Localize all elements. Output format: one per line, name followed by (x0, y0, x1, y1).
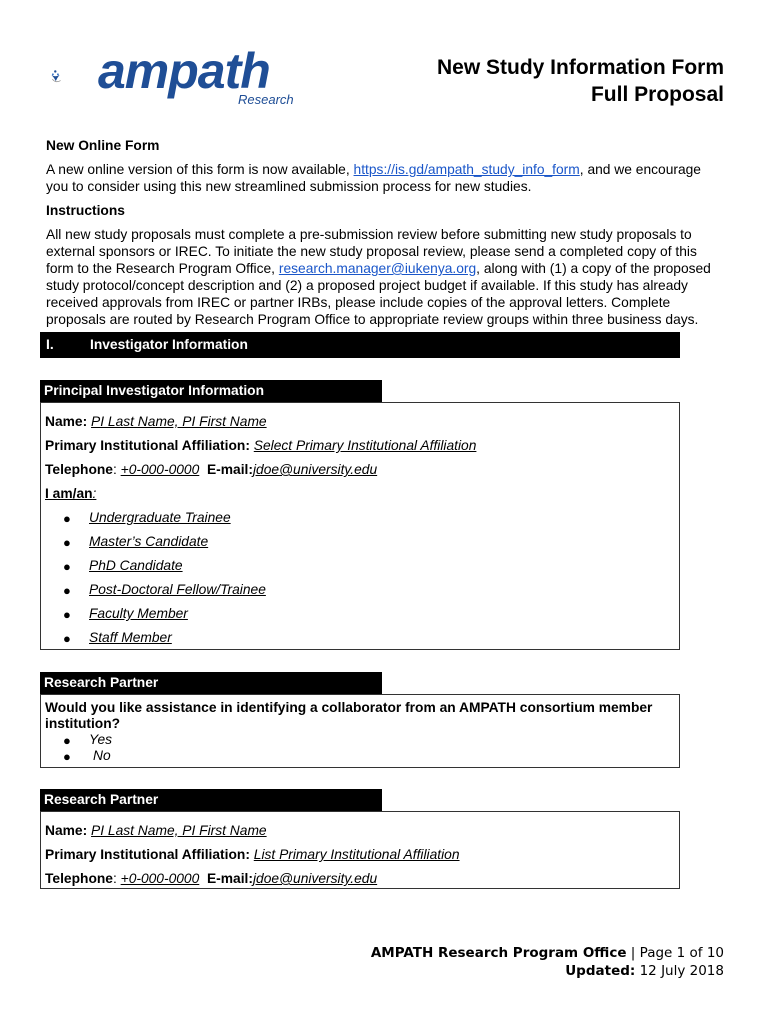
footer-updated-date: 12 July 2018 (639, 963, 724, 979)
role-option-undergraduate[interactable]: Undergraduate Trainee (89, 510, 231, 525)
partner-name-row (45, 823, 267, 838)
bullet-icon: ● (63, 583, 71, 598)
new-online-heading: New Online Form (46, 138, 160, 153)
footer-page-number: Page 1 of 10 (639, 945, 724, 961)
pi-section-header: Principal Investigator Information (40, 380, 382, 402)
partner-email-label: E-mail: (206, 871, 253, 886)
bullet-icon: ● (63, 559, 71, 574)
role-option-phd[interactable]: PhD Candidate (89, 558, 183, 573)
new-online-text-a: A new online version of this form is now available, (46, 162, 354, 177)
bullet-icon: ● (63, 607, 71, 622)
research-partner-header-1: Research Partner (40, 672, 382, 694)
role-option-staff[interactable]: Staff Member (89, 630, 172, 645)
bullet-icon: ● (63, 631, 71, 646)
partner-affiliation-field[interactable]: List Primary Institutional Affiliation (253, 847, 460, 862)
instructions-paragraph (46, 226, 726, 328)
footer-line-2 (371, 962, 724, 980)
research-partner-header-2: Research Partner (40, 789, 382, 811)
section-investigator-information (40, 332, 680, 358)
instructions-text-b: , along with (1) a copy of the proposed study protocol/concept description and (2) a proposed project budget if available. If this study has already received approvals from IREC or partner IRBs, please include copies of the approval letters. Complete proposals are routed by Research Program Office to appropriate review groups within three business days. (46, 261, 711, 327)
pi-affiliation-label: Primary Institutional Affiliation: (45, 438, 250, 453)
pi-email-label: E-mail: (206, 462, 253, 477)
option-no[interactable]: No (93, 748, 111, 763)
partner-affiliation-row (45, 847, 460, 862)
pi-phone-label: Telephone (45, 462, 113, 477)
partner-contact-row: Telephone: +0-000-0000 E-mail:jdoe@university.edu (45, 871, 378, 886)
section-title: Investigator Information (90, 337, 248, 352)
option-yes[interactable]: Yes (89, 732, 113, 747)
research-partner-box-1 (40, 694, 680, 768)
logo-subtitle: Research (238, 92, 294, 107)
role-option-masters[interactable]: Master’s Candidate (89, 534, 209, 549)
partner-phone-label: Telephone (45, 871, 113, 886)
pi-affiliation-select[interactable]: Select Primary Institutional Affiliation (253, 438, 477, 453)
instructions-text-a: All new study proposals must complete a pre-submission review before submitting new study proposals to external sponsors or IREC. To initiate the new study proposal review, please send a completed copy of this form to the Research Program Office, (46, 227, 697, 276)
partner-phone-field[interactable]: +0-000-0000 (120, 871, 200, 886)
partner-affiliation-label: Primary Institutional Affiliation: (45, 847, 250, 862)
pi-contact-row: Telephone: +0-000-0000 E-mail:jdoe@university.edu (45, 462, 378, 477)
pi-email-field[interactable]: jdoe@university.edu (252, 462, 378, 477)
section-number: I. (46, 337, 54, 352)
title-line-1: New Study Information Form (436, 56, 724, 79)
logo-wordmark: ampath (98, 43, 270, 99)
pi-phone-field[interactable]: +0-000-0000 (120, 462, 200, 477)
pi-name-field[interactable]: PI Last Name, PI First Name (91, 414, 267, 429)
instructions-heading: Instructions (46, 203, 125, 218)
partner-name-label: Name: (45, 823, 88, 838)
pi-name-row (45, 414, 267, 429)
new-online-text-b: , and we encourage you to consider using this new streamlined submission process for new studies. (46, 162, 701, 194)
bullet-icon: ● (63, 749, 71, 764)
pi-affiliation-row (45, 438, 476, 453)
footer-office: AMPATH Research Program Office (370, 945, 627, 961)
bullet-icon: ● (63, 535, 71, 550)
bullet-icon: ● (63, 511, 71, 526)
title-line-2: Full Proposal (590, 83, 724, 106)
bullet-icon: ● (63, 733, 71, 748)
partner-name-field[interactable]: PI Last Name, PI First Name (91, 823, 267, 838)
new-online-paragraph (46, 161, 726, 195)
footer-line-1: AMPATH Research Program Office | Page 1 of 10 (370, 945, 724, 961)
page-title (437, 54, 724, 108)
research-partner-box-2 (40, 811, 680, 889)
pi-role-suffix: : (92, 486, 97, 501)
pi-role-label-row (45, 486, 96, 501)
online-form-link[interactable]: https://is.gd/ampath_study_info_form (353, 162, 580, 177)
collaborator-question: Would you like assistance in identifying a collaborator from an AMPATH consortium member institution? (45, 700, 653, 731)
page-footer (371, 944, 724, 980)
research-manager-email-link[interactable]: research.manager@iukenya.org (278, 261, 477, 276)
partner-email-field[interactable]: jdoe@university.edu (252, 871, 378, 886)
pi-box (40, 402, 680, 650)
pi-role-label: I am/an (45, 486, 93, 501)
role-option-postdoc[interactable]: Post-Doctoral Fellow/Trainee (89, 582, 266, 597)
role-option-faculty[interactable]: Faculty Member (89, 606, 188, 621)
pi-name-label: Name: (45, 414, 88, 429)
footer-updated-label: Updated: (565, 963, 636, 979)
